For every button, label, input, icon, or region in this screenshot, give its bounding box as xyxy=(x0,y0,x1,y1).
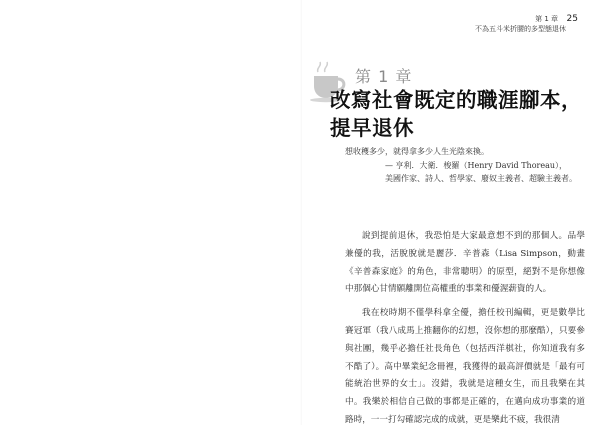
chapter-label: 第 1 章 xyxy=(355,67,413,86)
gutter-shadow xyxy=(300,0,302,425)
page-number: 25 xyxy=(566,14,578,24)
running-head-chapter: 第 1 章 xyxy=(535,15,558,23)
paragraph-2: 我在校時期不僅學科拿全優，擔任校刊編輯，更是數學比賽冠軍（我八成馬上推翻你的幻想，沒你想的那麼酷），只要參與社團，幾乎必擔任社長角色（包括西洋棋社，你知道我有多不酷了）。高中畢業紀念冊裡，我獲得的最高評價就是「最有可能統治世界的女士」。沒錯，我就是這種女生，而且我樂在其中。我樂於相信自己做的事都是正確的，在邁向成功事業的道路時，一一打勾確認完成的成就，更是樂此不疲，我很清 xyxy=(345,308,585,425)
running-head xyxy=(475,14,566,34)
body-text xyxy=(345,228,585,430)
epigraph-description: 美國作家、詩人、哲學家、廢奴主義者、超驗主義者。 xyxy=(385,174,577,183)
chapter-title-line-2: 提早退休 xyxy=(330,116,414,140)
chapter-title xyxy=(330,86,590,142)
paragraph-1: 說到提前退休，我恐怕是大家最意想不到的那個人。品學兼優的我，活脫脫就是麗莎．辛普森（Lisa Simpson，動畫《辛普森家庭》的角色，非常聰明）的原型，絕對不是你想像中那個心甘情願離開位高權重的事業和優渥薪資的人。 xyxy=(345,231,585,295)
epigraph xyxy=(345,145,580,186)
epigraph-quote: 想收穫多少，就得拿多少人生光陰來換。 xyxy=(345,147,489,156)
chapter-title-line-1: 改寫社會既定的職涯腳本， xyxy=(330,88,582,112)
running-head-subtitle: 不為五斗米折腰的多型態退休 xyxy=(475,25,566,33)
epigraph-attribution: — 亨利．大衛．梭羅（Henry David Thoreau）， xyxy=(385,160,568,170)
